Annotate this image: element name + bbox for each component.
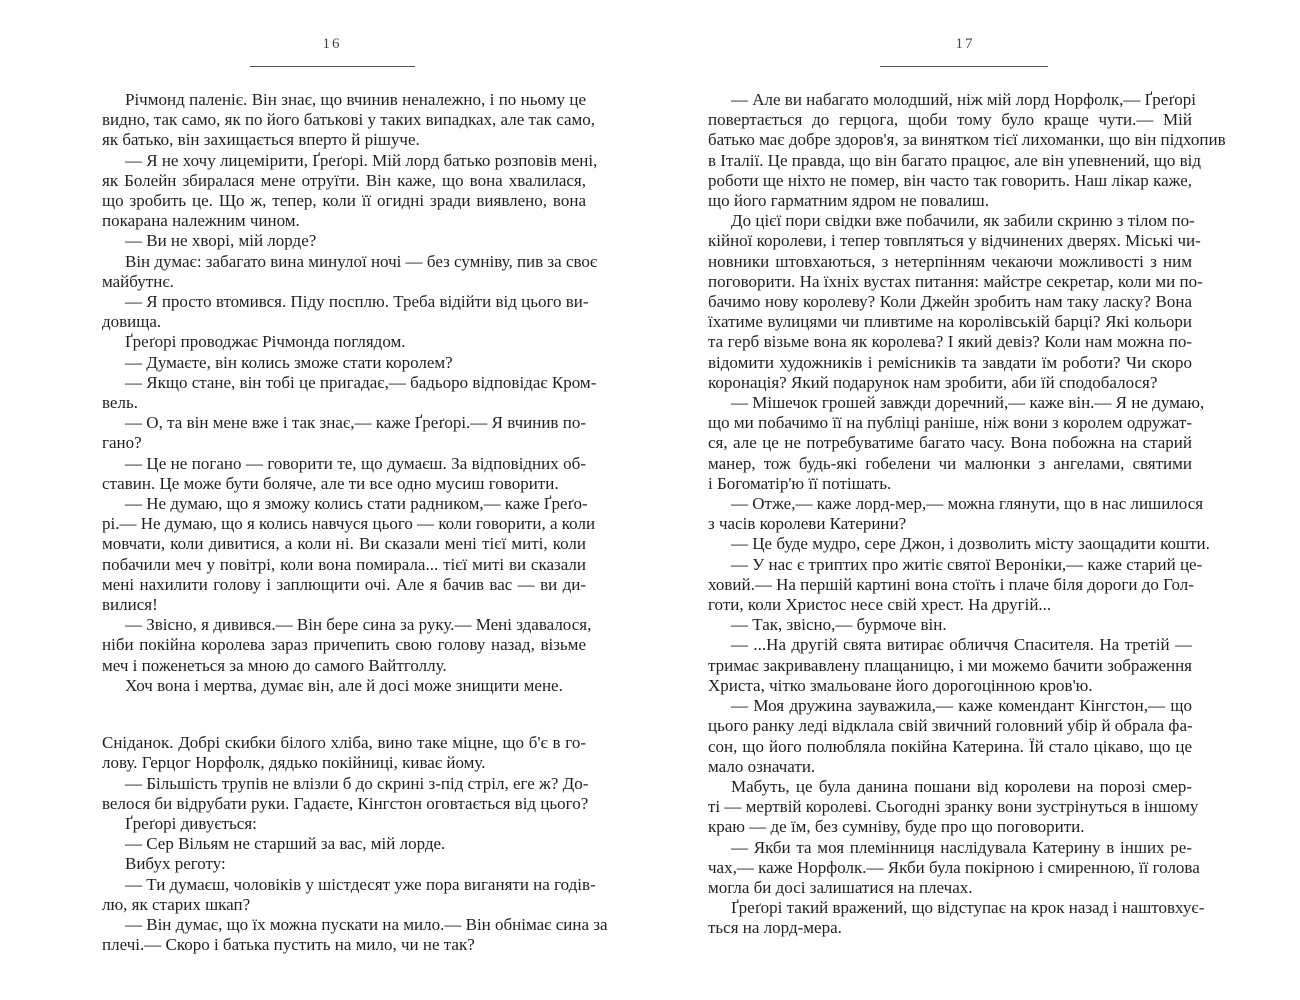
header-rule (880, 66, 1048, 67)
paragraph (708, 554, 1203, 616)
text-line: плечі.— Скоро і батька пустить на мило, чи не так? (102, 935, 475, 955)
text-line: — Але ви набагато молодший, ніж мій лорд Норфолк,— Ґреґорі (731, 90, 1197, 109)
text-line: — О, та він мене вже і так знає,— каже Ґреґорі.— Я вчинив по- (125, 413, 586, 433)
paragraph (708, 837, 1200, 899)
paragraph (102, 854, 586, 874)
text-line: ховий.— На першій картині вона стоїть і плаче біля дороги до Гол- (708, 574, 1194, 594)
text-line: Ґреґорі такий вражений, що відступає на крок назад і наштовхує- (731, 898, 1205, 918)
paragraph (102, 231, 586, 251)
paragraph (102, 834, 586, 854)
paragraph (102, 773, 589, 814)
text-line: — Якби та моя племінниця наслідувала Катерину в інших ре- (731, 837, 1192, 857)
paragraph (708, 494, 1204, 534)
paragraph (708, 211, 1203, 393)
text-line: повертається до герцога, щоби тому було краще чути.— Мій (708, 110, 1192, 130)
text-line: ся, але це не потребуватиме багато часу. Вона побожна на старий (708, 433, 1192, 453)
text-line: мало означати. (708, 756, 816, 776)
paragraph (102, 353, 586, 373)
text-line: — Це не погано — говорити те, що думаєш. За відповідних об- (125, 453, 586, 473)
text-line: лю, як старих шкап? (102, 894, 251, 914)
text-line: Христа, чітко змальоване його дорогоцінною кров'ю. (708, 675, 1093, 695)
text-line: сон, що його полюбляла покійна Катерина. Їй стало цікаво, що це (708, 736, 1192, 756)
text-line: що зробить це. Що ж, тепер, коли її огидні зради виявлено, вона (102, 191, 586, 211)
text-line: — Більшість трупів не влізли б до скрині з-під стріл, еге ж? До- (125, 773, 589, 793)
text-line: могла би досі залишатися на плечах. (708, 877, 973, 897)
text-line: ті — мертвій королеві. Сьогодні зранку вони зустрінуться в іншому (708, 797, 1199, 817)
paragraph (102, 332, 586, 352)
text-line: роботи ще ніхто не помер, він часто так говорить. Наш лікар каже, (708, 170, 1192, 190)
paragraph (102, 90, 595, 151)
text-line: Сніданок. Добрі скибки білого хліба, вино таке міцне, що б'є в го- (102, 733, 586, 753)
text-line: з часів королеви Катерини? (708, 514, 907, 534)
text-line: новники штовхаються, з нетерпінням чекаючи можливості з ним (708, 251, 1192, 271)
text-line: — У нас є триптих про житіє святої Вероніки,— каже старий це- (731, 554, 1203, 574)
text-line: ставин. Це може бути боляче, але ти все одно мусиш говорити. (102, 473, 559, 493)
text-line: — Моя дружина зауважила,— каже комендант Кінгстон,— що (731, 696, 1192, 716)
text-line: Ґреґорі дивується: (125, 813, 257, 833)
page-number: 16 (322, 36, 342, 52)
text-line: бачимо нову королеву? Коли Джейн зробить нам таку ласку? Вона (708, 292, 1192, 312)
text-line: майбутнє. (102, 271, 174, 291)
page-body (102, 90, 608, 955)
text-line: гано? (102, 433, 142, 453)
text-line: кійної королеви, і тепер товпляться у відчинених дверях. Міські чи- (708, 231, 1201, 251)
text-line: тримає закривавлену плащаницю, і ми можемо бачити зображення (708, 655, 1192, 675)
text-line: в Італії. Це правда, що він багато працює, але він упевнений, що від (708, 150, 1202, 170)
text-line: — Мішечок грошей завжди доречний,— каже він.— Я не думаю, (731, 393, 1205, 413)
text-line: — Ти думаєш, чоловіків у шістдесят уже пора виганяти на годів- (125, 874, 596, 894)
text-line: — Якщо стане, він тобі це пригадає,— бадьоро відповідає Кром- (125, 372, 597, 392)
right-page (650, 0, 1300, 1000)
text-line: велося би відрубати руки. Гадаєте, Кінгстон оговтається від цього? (102, 793, 589, 813)
text-line: готи, коли Христос несе свій хрест. На другій... (708, 595, 1052, 615)
paragraph (708, 615, 1192, 635)
text-line: довища. (102, 312, 162, 332)
paragraph (708, 393, 1205, 494)
paragraph (102, 454, 586, 494)
text-line: — Звісно, я дивився.— Він бере сина за руку.— Мені здавалося, (125, 615, 592, 635)
text-line: — Не думаю, що я зможу колись стати радником,— каже Ґреґо- (125, 494, 588, 514)
text-line: як батько, він захищається вперто й рішуче. (102, 130, 420, 150)
text-line: — Ви не хворі, мій лорде? (125, 231, 317, 251)
text-line: ться на лорд-мера. (708, 918, 842, 938)
text-line: відомити художників і ремісників та завдати їм роботи? Чи скоро (708, 352, 1192, 372)
text-line: Хоч вона і мертва, думає він, але й досі може знищити мене. (125, 675, 563, 695)
paragraph (102, 914, 608, 955)
paragraph (708, 90, 1226, 211)
text-line: Він думає: забагато вина минулої ночі — без сумніву, пив за своє (125, 251, 598, 271)
text-line: побачили меч у повітрі, коли вона помирала... тієї миті ви сказали (102, 554, 586, 574)
text-line: — Отже,— каже лорд-мер,— можна глянути, що в нас лишилося (731, 494, 1204, 514)
paragraph (708, 534, 1210, 554)
paragraph (102, 814, 586, 834)
paragraph (708, 898, 1205, 938)
text-line: що ми побачимо її на публіці раніше, ніж вони з королем одружат- (708, 413, 1192, 433)
paragraph (102, 874, 596, 915)
text-line: ніби покійна королева зараз причепить свою голову назад, візьме (102, 635, 586, 655)
section-break (102, 696, 586, 733)
paragraph (102, 615, 592, 676)
paragraph (102, 150, 598, 232)
text-line: Річмонд паленіє. Він знає, що вчинив неналежно, і по ньому це (125, 90, 586, 109)
text-line: меч і поженеться за мною до самого Вайтголлу. (102, 655, 447, 675)
text-line: вилися! (102, 595, 158, 615)
text-line: — Сер Вільям не старший за вас, мій лорде. (125, 834, 446, 854)
text-line: — Це буде мудро, сере Джон, і дозволить місту заощадити кошти. (731, 534, 1210, 554)
text-line: покарана належним чином. (102, 211, 300, 231)
text-line: рі.— Не думаю, що я колись навчуся цього — коли говорити, а коли (102, 514, 596, 534)
text-line: вель. (102, 393, 138, 413)
page-body (708, 90, 1226, 939)
text-line: що його гарматним ядром не повалиш. (708, 191, 989, 211)
text-line: поговорити. На їхніх вустах питання: майстре секретар, коли ми по- (708, 271, 1203, 291)
text-line: — Думаєте, він колись зможе стати королем? (125, 352, 453, 372)
text-line: краю — де їм, без сумніву, буде про що поговорити. (708, 817, 1085, 837)
text-line: Мабуть, це була данина пошани від королеви на порозі смер- (731, 776, 1192, 796)
text-line: і Богоматір'ю її потішать. (708, 473, 892, 493)
paragraph (102, 292, 589, 332)
text-line: мовчати, коли дивитися, а коли ні. Ви сказали мені тієї миті, коли (102, 534, 586, 554)
text-line: та герб візьме вона як королева? І який девіз? Коли нам можна по- (708, 332, 1192, 352)
paragraph (102, 676, 586, 696)
paragraph (708, 696, 1192, 777)
text-line: — Я просто втомився. Піду посплю. Треба відійти від цього ви- (125, 292, 589, 312)
paragraph (102, 251, 598, 292)
text-line: манер, тож будь-які гобелени чи малюнки з ангелами, святими (708, 453, 1192, 473)
text-line: лову. Герцог Норфолк, дядько покійниці, киває йому. (102, 753, 486, 773)
page-number: 17 (955, 36, 975, 52)
text-line: їхатиме вулицями чи пливтиме на королівській барці? Які кольори (708, 312, 1192, 332)
text-line: видно, так само, як по його батькові у таких випадках, але так само, (102, 110, 595, 130)
text-line: — Він думає, що їх можна пускати на мило.— Він обнімає сина за (125, 914, 608, 934)
text-line: — Я не хочу лицемірити, Ґреґорі. Мій лорд батько розповів мені, (125, 150, 598, 170)
paragraph (708, 776, 1199, 838)
text-line: як Болейн збиралася мене отруїти. Він каже, що вона хвалилася, (102, 170, 586, 190)
text-line: Вибух реготу: (125, 854, 226, 874)
text-line: мені нахилити голову і заплющити очі. Але я бачив вас — ви ди- (102, 574, 586, 594)
paragraph (708, 635, 1192, 696)
paragraph (102, 372, 597, 413)
text-line: До цієї пори свідки вже побачили, як забили скриню з тілом по- (731, 211, 1195, 231)
text-line: батько має добре здоров'я, за винятком тієї лихоманки, що він підхопив (708, 130, 1226, 150)
text-line: — Так, звісно,— бурмоче він. (731, 615, 947, 635)
header-rule (250, 66, 415, 67)
text-line: коронація? Який подарунок нам зробити, аби їй сподобалося? (708, 372, 1158, 392)
text-line: — ...На другій свята витирає обличчя Спасителя. На третій — (731, 635, 1192, 655)
paragraph (102, 494, 596, 615)
paragraph (102, 733, 586, 773)
text-line: Ґреґорі проводжає Річмонда поглядом. (125, 332, 406, 352)
text-line: чах,— каже Норфолк.— Якби була покірною і смиренною, її голова (708, 857, 1200, 877)
paragraph (102, 413, 586, 453)
text-line: цього ранку леді відклала свій звичний головний убір й обрала фа- (708, 716, 1193, 736)
